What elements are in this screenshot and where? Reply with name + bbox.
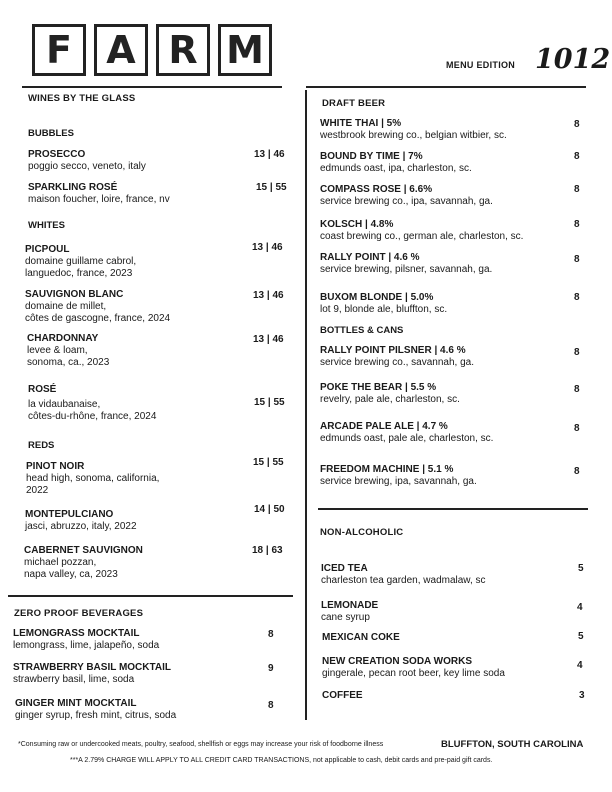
- item-desc: domaine de millet,: [25, 301, 107, 312]
- menu-item: [320, 464, 477, 488]
- wines-title: WINES BY THE GLASS: [28, 93, 136, 104]
- menu-item: [322, 656, 505, 680]
- menu-edition-number: 1012: [535, 44, 611, 75]
- item-desc: 2022: [26, 485, 49, 496]
- menu-item: [320, 219, 523, 243]
- menu-item: [13, 628, 159, 652]
- item-name: SAUVIGNON BLANC: [25, 289, 124, 300]
- item-price: 15 | 55: [253, 457, 284, 468]
- item-price: 8: [574, 384, 580, 395]
- logo-letter: A: [106, 28, 136, 72]
- column-divider: [305, 90, 307, 720]
- menu-item: [320, 118, 507, 142]
- item-desc: edmunds oast, pale ale, charleston, sc.: [320, 433, 494, 444]
- foodborne-disclaimer: *Consuming raw or undercooked meats, poultry, seafood, shellfish or eggs may increase your risk of foodborne illness: [18, 741, 384, 748]
- item-name: LEMONADE: [321, 600, 379, 611]
- item-price: 15 | 55: [256, 182, 287, 193]
- menu-item: [322, 632, 400, 644]
- item-desc: sonoma, ca., 2023: [27, 357, 110, 368]
- zero-proof-title: ZERO PROOF BEVERAGES: [14, 608, 144, 619]
- draft-beer-title: DRAFT BEER: [322, 98, 386, 109]
- menu-item: [320, 292, 447, 316]
- logo-letter-box: [32, 24, 86, 76]
- menu-item: [320, 252, 492, 276]
- location: BLUFFTON, SOUTH CAROLINA: [441, 739, 584, 750]
- item-price: 8: [574, 347, 580, 358]
- left-top-rule: [22, 86, 282, 88]
- item-desc: strawberry basil, lime, soda: [13, 674, 135, 685]
- item-desc: michael pozzan,: [24, 557, 97, 568]
- item-desc: la vidaubanaise,: [28, 399, 101, 410]
- menu-item: [320, 345, 474, 369]
- menu-item: [320, 151, 472, 175]
- menu-item: [13, 662, 171, 686]
- item-name: NEW CREATION SODA WORKS: [322, 656, 472, 667]
- item-name: SPARKLING ROSÉ: [28, 182, 118, 193]
- item-desc: napa valley, ca, 2023: [24, 569, 118, 580]
- menu-item: [28, 384, 156, 423]
- menu-item: [15, 698, 176, 722]
- item-name: COMPASS ROSE | 6.6%: [320, 184, 433, 195]
- item-price: 8: [268, 629, 274, 640]
- item-name: POKE THE BEAR | 5.5 %: [320, 382, 437, 393]
- item-desc: service brewing, ipa, savannah, ga.: [320, 476, 477, 487]
- item-name: PICPOUL: [25, 244, 70, 255]
- item-name: LEMONGRASS MOCKTAIL: [13, 628, 140, 639]
- item-price: 8: [574, 151, 580, 162]
- item-name: FREEDOM MACHINE | 5.1 %: [320, 464, 454, 475]
- item-name: CHARDONNAY: [27, 333, 99, 344]
- item-desc: revelry, pale ale, charleston, sc.: [320, 394, 460, 405]
- item-price: 8: [574, 119, 580, 130]
- item-name: GINGER MINT MOCKTAIL: [15, 698, 137, 709]
- item-price: 8: [574, 466, 580, 477]
- item-price: 8: [268, 700, 274, 711]
- item-desc: jasci, abruzzo, italy, 2022: [25, 521, 137, 532]
- item-desc: cane syrup: [321, 612, 370, 623]
- item-price: 8: [574, 219, 580, 230]
- item-name: MEXICAN COKE: [322, 632, 400, 643]
- item-price: 13 | 46: [252, 242, 283, 253]
- menu-item: [27, 333, 109, 369]
- menu-item: [320, 184, 493, 208]
- item-name: COFFEE: [322, 690, 363, 701]
- item-desc: coast brewing co., german ale, charleston, sc.: [320, 231, 524, 242]
- item-name: BUXOM BLONDE | 5.0%: [320, 292, 434, 303]
- item-price: 15 | 55: [254, 397, 285, 408]
- whites-title: WHITES: [28, 220, 65, 231]
- item-price: 5: [578, 631, 584, 642]
- item-desc: ginger syrup, fresh mint, citrus, soda: [15, 710, 177, 721]
- item-price: 9: [268, 663, 274, 674]
- logo-letter: F: [46, 28, 72, 72]
- item-price: 8: [574, 184, 580, 195]
- menu-edition-label: MENU EDITION: [446, 60, 516, 70]
- item-desc: head high, sonoma, california,: [26, 473, 160, 484]
- logo-letter: R: [168, 28, 198, 72]
- item-name: CABERNET SAUVIGNON: [24, 545, 143, 556]
- item-name: ARCADE PALE ALE | 4.7 %: [320, 421, 448, 432]
- item-name: RALLY POINT | 4.6 %: [320, 252, 420, 263]
- menu-item: [320, 421, 493, 445]
- item-name: MONTEPULCIANO: [25, 509, 114, 520]
- item-desc: côtes de gascogne, france, 2024: [25, 313, 171, 324]
- item-name: ICED TEA: [321, 563, 368, 574]
- zero-proof-rule: [8, 595, 293, 597]
- non-alcoholic-title: NON-ALCOHOLIC: [320, 527, 404, 538]
- item-price: 3: [579, 690, 585, 701]
- logo-letter-box: [218, 24, 272, 76]
- menu-item: [321, 563, 486, 587]
- logo-letter-box: [94, 24, 148, 76]
- logo-letter-box: [156, 24, 210, 76]
- menu-item: [25, 289, 170, 325]
- item-desc: levee & loam,: [27, 345, 88, 356]
- item-price: 8: [574, 423, 580, 434]
- item-desc: service brewing co., savannah, ga.: [320, 357, 474, 368]
- item-desc: charleston tea garden, wadmalaw, sc: [321, 575, 486, 586]
- menu-item: [28, 149, 146, 173]
- item-name: BOUND BY TIME | 7%: [320, 151, 423, 162]
- item-name: PINOT NOIR: [26, 461, 85, 472]
- item-desc: service brewing co., ipa, savannah, ga.: [320, 196, 493, 207]
- menu-item: [322, 690, 363, 702]
- item-price: 18 | 63: [252, 545, 283, 556]
- card-surcharge-notice: ***A 2.79% CHARGE WILL APPLY TO ALL CREDIT CARD TRANSACTIONS, not applicable to cash, debit cards and pre-paid gift cards.: [70, 757, 493, 764]
- item-desc: gingerale, pecan root beer, key lime soda: [322, 668, 505, 679]
- menu-item: [25, 509, 137, 533]
- item-name: RALLY POINT PILSNER | 4.6 %: [320, 345, 466, 356]
- item-price: 13 | 46: [254, 149, 285, 160]
- item-desc: service brewing, pilsner, savannah, ga.: [320, 264, 493, 275]
- item-desc: maison foucher, loire, france, nv: [28, 194, 170, 205]
- menu-item: [25, 244, 136, 280]
- item-name: WHITE THAI | 5%: [320, 118, 402, 129]
- item-price: 13 | 46: [253, 334, 284, 345]
- item-desc: domaine guillame cabrol,: [25, 256, 137, 267]
- menu-item: [26, 461, 159, 497]
- item-desc: lemongrass, lime, jalapeño, soda: [13, 640, 160, 651]
- menu-item: [320, 382, 460, 406]
- item-price: 4: [577, 602, 583, 613]
- item-name: KOLSCH | 4.8%: [320, 219, 394, 230]
- item-price: 14 | 50: [254, 504, 285, 515]
- item-desc: lot 9, blonde ale, bluffton, sc.: [320, 304, 448, 315]
- bubbles-title: BUBBLES: [28, 128, 74, 139]
- item-desc: poggio secco, veneto, italy: [28, 161, 146, 172]
- reds-title: REDS: [28, 440, 55, 451]
- right-top-rule: [306, 86, 586, 88]
- item-desc: côtes-du-rhône, france, 2024: [28, 411, 157, 422]
- menu-item: [28, 182, 170, 206]
- menu-item: [321, 600, 378, 624]
- item-price: 13 | 46: [253, 290, 284, 301]
- item-name: PROSECCO: [28, 149, 86, 160]
- item-price: 4: [577, 660, 583, 671]
- logo-letter: M: [226, 28, 264, 72]
- item-name: STRAWBERRY BASIL MOCKTAIL: [13, 662, 171, 673]
- item-name: ROSÉ: [28, 384, 57, 395]
- item-desc: languedoc, france, 2023: [25, 268, 133, 279]
- item-price: 8: [574, 292, 580, 303]
- item-price: 5: [578, 563, 584, 574]
- bottles-title: BOTTLES & CANS: [320, 325, 404, 336]
- menu-item: [24, 545, 143, 581]
- draft-bottom-rule: [318, 508, 588, 510]
- item-price: 8: [574, 254, 580, 265]
- item-desc: edmunds oast, ipa, charleston, sc.: [320, 163, 472, 174]
- item-desc: westbrook brewing co., belgian witbier, sc.: [320, 130, 507, 141]
